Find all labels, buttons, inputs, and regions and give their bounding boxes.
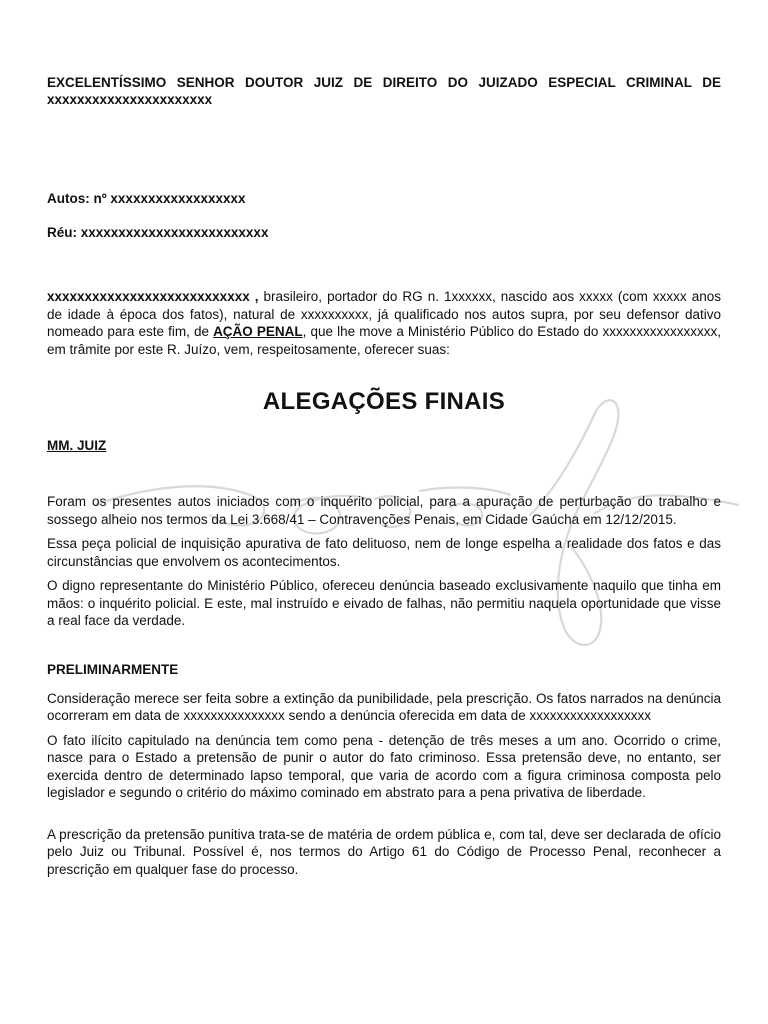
section-title: PRELIMINARMENTE: [47, 661, 179, 677]
case-number: Autos: nº xxxxxxxxxxxxxxxxxx: [47, 191, 246, 206]
addressee-heading: EXCELENTÍSSIMO SENHOR DOUTOR JUIZ DE DIREITO DO JUIZADO ESPECIAL CRIMINAL DE xxxxxxxxxxxxxxxxxxxxxx: [47, 75, 721, 107]
paragraph-prelim-1: Consideração merece ser feita sobre a extinção da punibilidade, pela prescrição. Os fatos narrados na denúncia ocorreram em data de xxxxxxxxxxxxxxx sendo a denúncia oferecida em data de xxxxxxxxxxxxxxxxxx: [47, 690, 721, 723]
defendant-name: xxxxxxxxxxxxxxxxxxxxxxxxxxx ,: [47, 289, 259, 304]
paragraph-prelim-2: O fato ilícito capitulado na denúncia tem como pena - detenção de três meses a um ano. Ocorrido o crime, nasce para o Estado a pretensão de punir o autor do fato criminoso. Essa pretensão deve, no entanto, ser exercida dentro de determinado lapso temporal, que varia de acordo com a figura criminosa composta pelo legislador e segundo o critério do máximo cominado em abstrato para a pena privativa de liberdade.: [47, 732, 721, 800]
intro-paragraph: [47, 288, 721, 358]
document-title: ALEGAÇÕES FINAIS: [262, 388, 506, 415]
paragraph-facts-2: Essa peça policial de inquisição apurativa de fato delituoso, nem de longe espelha a realidade dos fatos e das circunstâncias que envolvem os acontecimentos.: [47, 536, 721, 569]
paragraph-facts-1: Foram os presentes autos iniciados com o inquérito policial, para a apuração de perturbação do trabalho e sossego alheio nos termos da Lei 3.668/41 – Contravenções Penais, em Cidade Gaúcha em 12/12/2015.: [47, 494, 721, 527]
document-body: [47, 74, 721, 878]
salutation: MM. JUIZ: [47, 438, 107, 453]
paragraph-prelim-3: A prescrição da pretensão punitiva trata-se de matéria de ordem pública e, com tal, deve ser declarada de ofício pelo Juiz ou Tribunal. Possível é, nos termos do Artigo 61 do Código de Processo Penal, reconhecer a prescrição em qualquer fase do processo.: [47, 826, 721, 877]
intro-text-2: , que lhe move a Ministério Público do Estado do xxxxxxxxxxxxxxxxx, em trâmite por este R. Juízo, vem, respeitosamente, oferecer suas:: [47, 324, 721, 357]
action-label: AÇÃO PENAL: [213, 324, 303, 339]
intro-text-1: brasileiro, portador do RG n. 1xxxxxx, nascido aos xxxxx (com xxxxx anos de idade à época dos fatos), natural de xxxxxxxxxx, já qualificado nos autos supra, por seu defensor dativo nomeado para este fim, de: [47, 289, 721, 339]
paragraph-facts-3: O digno representante do Ministério Público, ofereceu denúncia baseado exclusivamente naquilo que tinha em mãos: o inquérito policial. E este, mal instruído e eivado de falhas, não permitiu naquela oportunidade que visse a real face da verdade.: [47, 578, 721, 628]
defendant-line: Réu: xxxxxxxxxxxxxxxxxxxxxxxxx: [47, 225, 269, 240]
